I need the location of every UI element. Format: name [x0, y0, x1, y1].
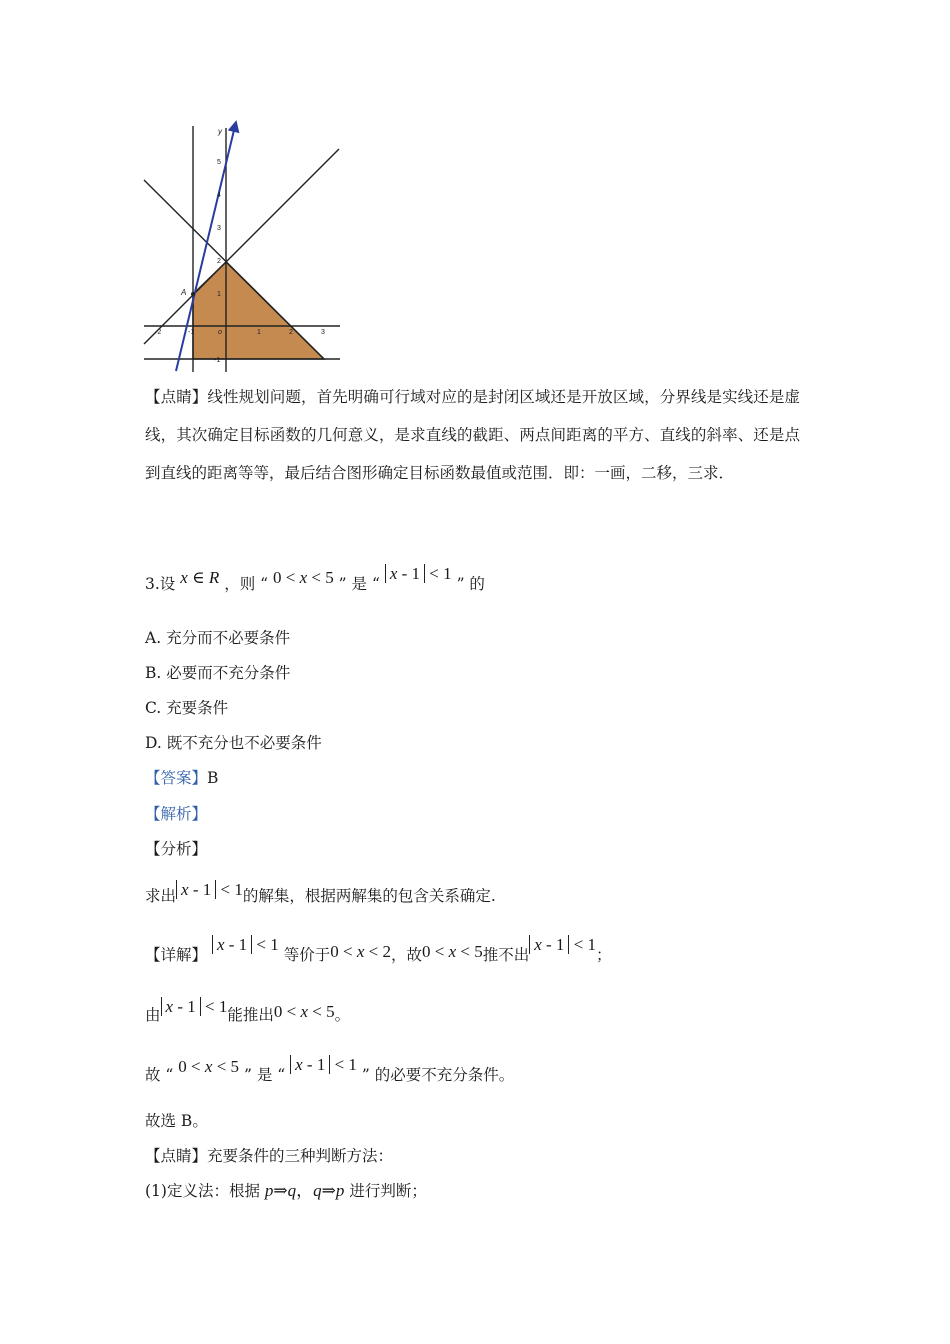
analysis-pre: 求出	[145, 887, 177, 905]
analysis-lt1: < 1	[220, 880, 243, 899]
method1-line	[145, 1181, 427, 1201]
detail-e2-0: 0 <	[330, 942, 353, 961]
method1-post: 进行判断；	[344, 1182, 427, 1200]
feasible-region	[193, 262, 324, 359]
q3-de: ” 的	[456, 575, 485, 593]
q3-abs	[385, 564, 425, 583]
answer-tag: 【答案】	[145, 769, 208, 787]
detail-gu: ，故	[390, 946, 422, 964]
you-end: 。	[334, 1006, 351, 1024]
x-tick-1: 1	[257, 329, 261, 336]
gu-abs	[290, 1055, 330, 1074]
point-a-marker	[191, 292, 195, 296]
q3-b-lt1: < 1	[429, 564, 452, 583]
y-tick-3: 3	[217, 225, 221, 232]
you-f-x: x	[300, 1002, 308, 1021]
detail-abs-4	[529, 935, 569, 954]
option-d	[145, 733, 322, 753]
detail-e2-x: x	[356, 942, 365, 961]
detail-e1-x: x	[216, 935, 225, 954]
question-3	[145, 564, 485, 594]
option-b-letter: B.	[145, 664, 162, 682]
option-c	[145, 698, 228, 718]
y-axis-label: y	[218, 127, 222, 136]
analysis-m1: - 1	[192, 880, 212, 899]
option-d-text: 既不充分也不必要条件	[166, 734, 322, 752]
option-c-text: 充要条件	[166, 699, 229, 717]
detail-expr-3	[422, 942, 483, 961]
q3-condition	[180, 568, 219, 587]
method1-arrow1: ⇒	[273, 1181, 288, 1200]
x-tick-neg2: -2	[155, 329, 162, 336]
analysis-post: 的解集，根据两解集的包含关系确定.	[242, 887, 496, 905]
answer-value: B	[207, 769, 219, 787]
detail-line	[145, 935, 612, 965]
you-line	[145, 997, 351, 1025]
you-e-m1: - 1	[177, 997, 196, 1016]
method1-pre: (1)定义法：根据	[145, 1182, 265, 1200]
choose-line: 故选 B。	[145, 1112, 208, 1130]
q3-cond-R: R	[208, 568, 220, 587]
gu-end: ” 的必要不充分条件。	[361, 1066, 515, 1084]
detail-expr-1	[212, 935, 279, 954]
analysis-line	[145, 880, 496, 906]
gu-a-x: x	[204, 1057, 213, 1076]
gu-b-m1: - 1	[306, 1055, 326, 1074]
feasible-region-graph	[140, 118, 345, 376]
gu-a-0: 0 <	[178, 1057, 201, 1076]
q3-a-0: 0 <	[273, 568, 296, 587]
y-tick-2: 2	[217, 258, 221, 265]
option-c-letter: C.	[145, 699, 162, 717]
q3-expr-b	[385, 564, 452, 583]
method1-arrow2: ⇒	[321, 1181, 336, 1200]
y-tick-neg1: -1	[214, 357, 221, 364]
detail-e4-lt1: < 1	[573, 935, 597, 954]
gu-b-lt1: < 1	[334, 1055, 357, 1074]
q3-b-x: x	[389, 564, 398, 583]
detail-e4-x: x	[534, 935, 542, 954]
jiexi-tag: 【解析】	[145, 805, 208, 823]
option-a-letter: A.	[145, 629, 162, 647]
detail-equiv: 等价于	[283, 946, 331, 964]
you-f-0: 0 <	[273, 1002, 297, 1021]
q3-a-5: < 5	[311, 568, 334, 587]
detail-expr-2	[330, 942, 391, 961]
detail-abs-1	[212, 935, 252, 954]
note2-tag: 【点睛】	[145, 1147, 208, 1165]
you-expr-1	[161, 997, 228, 1016]
option-d-letter: D.	[145, 734, 162, 752]
method1-expr	[265, 1181, 345, 1200]
you-f-5: < 5	[312, 1002, 335, 1021]
detail-expr-4	[529, 935, 596, 954]
method1-comma: ，	[296, 1181, 314, 1200]
you-e-lt1: < 1	[204, 997, 228, 1016]
y-tick-4: 4	[217, 192, 221, 199]
point-a-label: A	[181, 288, 187, 297]
method1-q2: q	[313, 1181, 322, 1200]
gu-expr-a	[178, 1057, 239, 1076]
method1-q1: q	[287, 1181, 297, 1200]
method1-p2: p	[335, 1181, 345, 1200]
fenxi-tag: 【分析】	[145, 840, 208, 858]
detail-e3-x: x	[448, 942, 457, 961]
detail-tag: 【详解】	[145, 946, 208, 964]
x-tick-2: 2	[289, 329, 293, 336]
gu-label: 故 “	[145, 1066, 174, 1084]
q3-expr-a	[273, 568, 334, 587]
you-expr-2	[274, 1002, 335, 1021]
gu-expr-b	[290, 1055, 357, 1074]
note2-line	[145, 1146, 393, 1166]
q3-shi: ” 是 “	[338, 575, 380, 593]
origin-label: o	[218, 329, 222, 336]
q3-b-m1: - 1	[401, 564, 421, 583]
gu-a-5: < 5	[216, 1057, 240, 1076]
analysis-x: x	[181, 880, 189, 899]
detail-e2-2: < 2	[368, 942, 391, 961]
option-a	[145, 628, 290, 648]
note1-paragraph	[145, 378, 800, 492]
you-abs	[161, 997, 201, 1016]
x-tick-neg1: -1	[188, 329, 195, 336]
note2-text: 充要条件的三种判断方法：	[207, 1147, 394, 1165]
detail-semi: ；	[596, 946, 612, 964]
analysis-expr	[176, 880, 243, 899]
detail-e1-m1: - 1	[228, 935, 248, 954]
option-b	[145, 663, 290, 683]
gu-shi: ” 是 “	[243, 1066, 286, 1084]
gu-line	[145, 1055, 515, 1085]
you-e-x: x	[165, 997, 174, 1016]
you-neng: 能推出	[227, 1006, 274, 1024]
detail-e4-m1: - 1	[546, 935, 565, 954]
q3-cond-in: ∈	[192, 568, 205, 587]
q3-cond-x: x	[180, 568, 188, 587]
q3-ze: ，则 “	[224, 575, 269, 593]
option-b-text: 必要而不充分条件	[166, 664, 291, 682]
y-tick-1: 1	[217, 291, 221, 298]
q3-number: 3.设	[145, 575, 176, 593]
y-tick-5: 5	[217, 159, 221, 166]
answer-line	[145, 768, 218, 788]
detail-e3-5: < 5	[460, 942, 483, 961]
note1-text: 线性规划问题，首先明确可行域对应的是封闭区域还是开放区域，分界线是实线还是虚线，其次确定目标函数的几何意义，是求直线的截距、两点间距离的平方、直线的斜率、还是点到直线的距离等等，最后结合图形确定目标函数最值或范围．即：一画，二移，三求．	[145, 388, 800, 482]
option-a-text: 充分而不必要条件	[166, 629, 291, 647]
detail-e3-0: 0 <	[421, 942, 445, 961]
analysis-abs	[176, 880, 216, 899]
x-tick-3: 3	[321, 329, 325, 336]
method1-p1: p	[264, 1181, 274, 1200]
you-label: 由	[145, 1006, 161, 1024]
detail-tui: 推不出	[482, 946, 530, 964]
gu-b-x: x	[295, 1055, 303, 1074]
note1-tag: 【点睛】	[145, 388, 208, 406]
q3-a-x: x	[299, 568, 308, 587]
detail-e1-lt1: < 1	[256, 935, 279, 954]
